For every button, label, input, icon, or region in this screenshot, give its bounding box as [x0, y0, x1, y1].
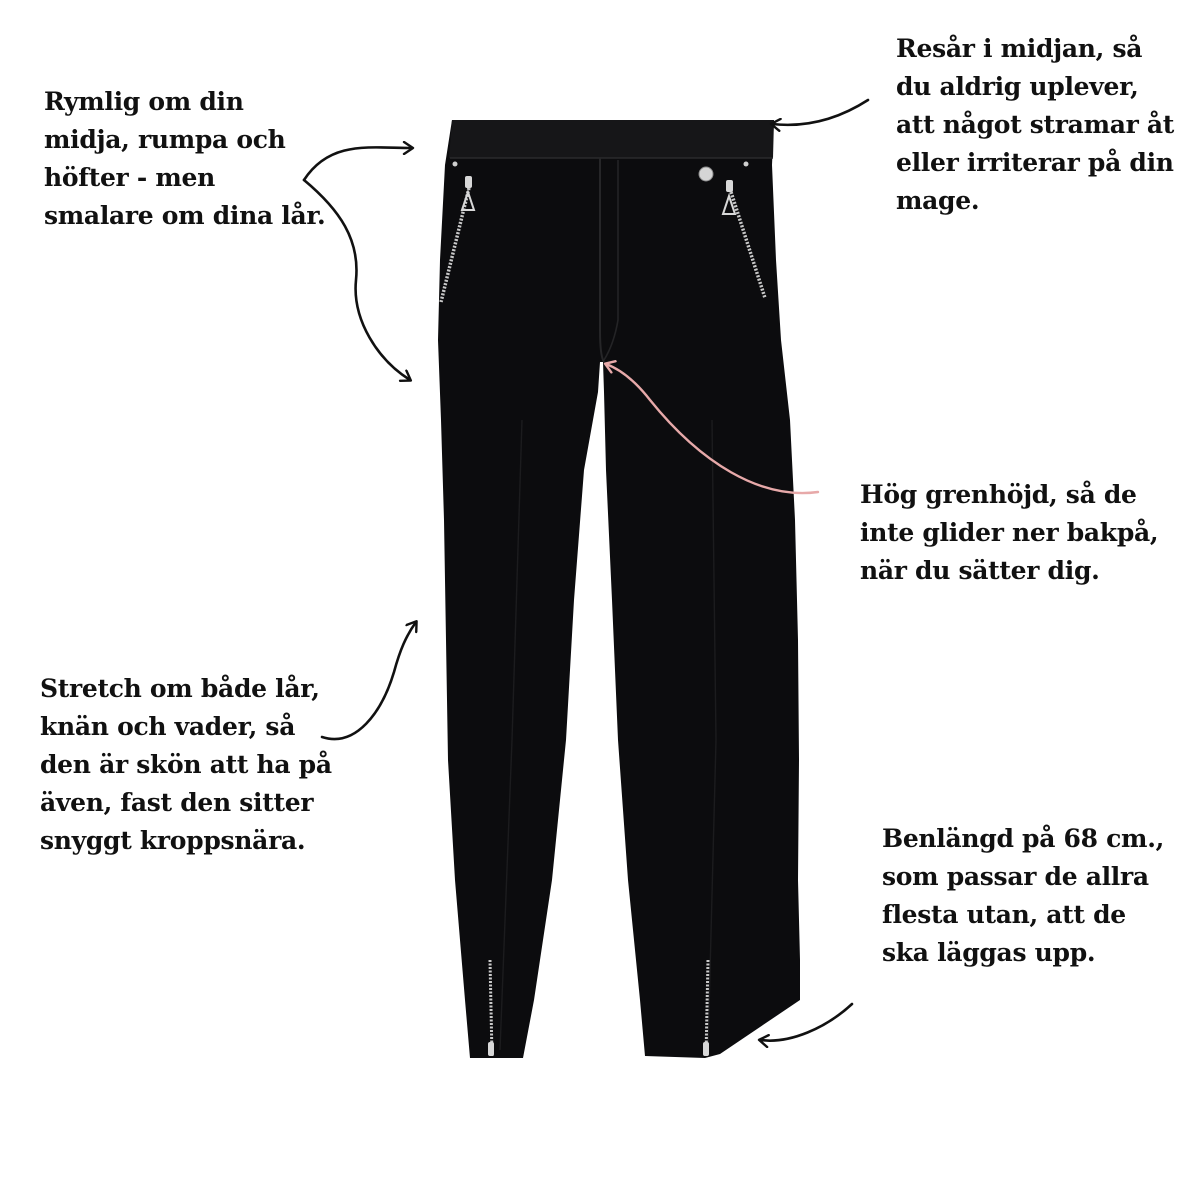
annotation-stretch: Stretch om både lår, knän och vader, så den är skön att ha på även, fast den sitter snyggt kroppsnära. — [40, 674, 332, 855]
annotation-elastic-waist: Resår i midjan, så du aldrig uplever, att något stramar åt eller irriterar på din mage. — [896, 34, 1175, 215]
annotation-waist-fit: Rymlig om din midja, rumpa och höfter - men smalare om dina lår. — [44, 87, 326, 230]
logo-button — [699, 167, 713, 181]
annotation-leg-length: Benlängd på 68 cm., som passar de allra flesta utan, att de ska läggas upp. — [882, 824, 1165, 967]
trousers-image — [438, 120, 800, 1058]
curved-arrow-icon — [772, 100, 868, 125]
annotation-high-rise: Hög grenhöjd, så de inte glider ner bakpå, när du sätter dig. — [860, 480, 1159, 585]
waistband — [449, 120, 774, 158]
trousers-silhouette — [438, 120, 800, 1058]
